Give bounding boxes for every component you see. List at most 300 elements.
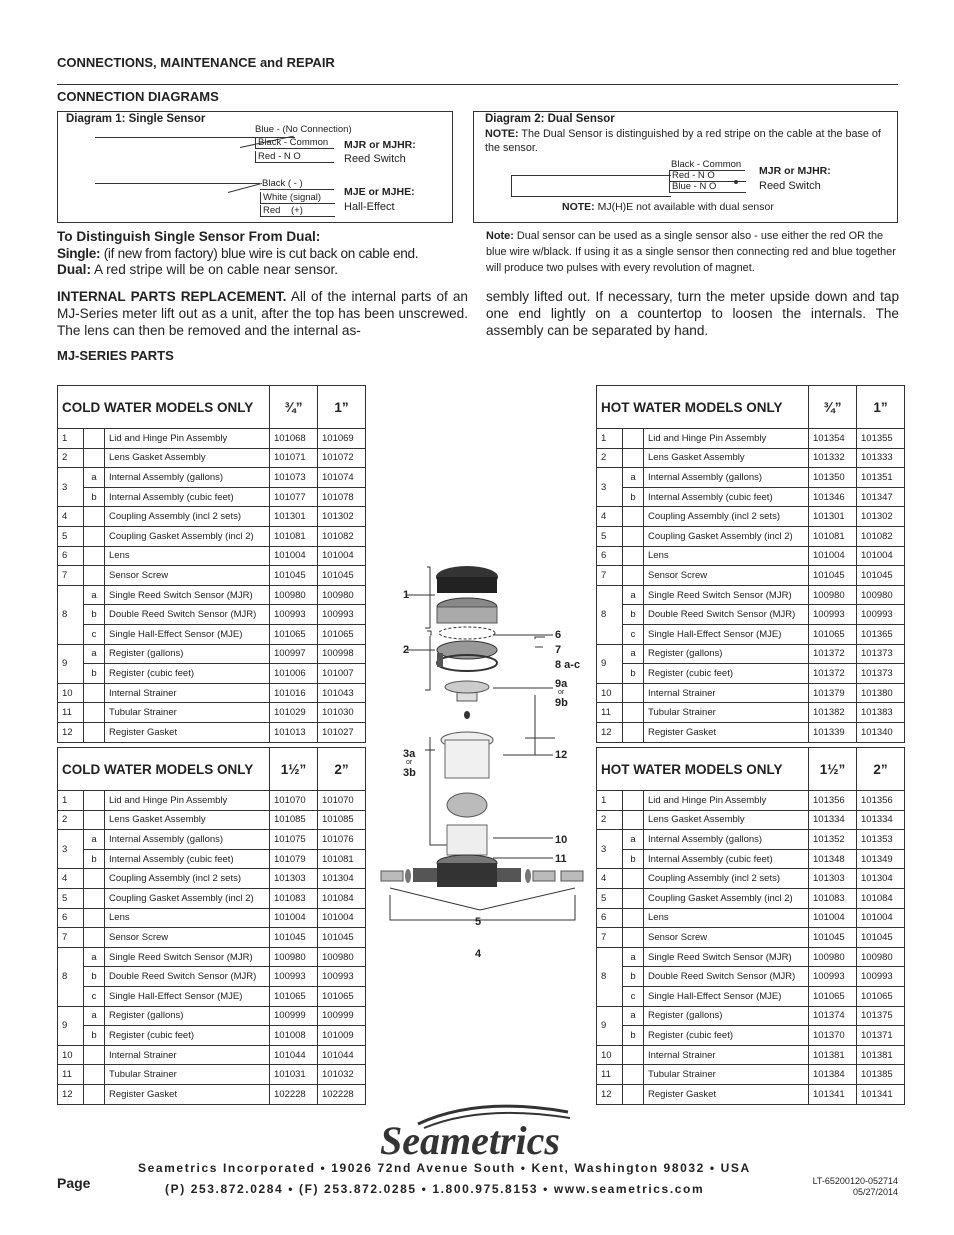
part-number: 101045	[318, 928, 366, 948]
item-description: Coupling Assembly (incl 2 sets)	[105, 507, 270, 527]
size-header: 1½”	[270, 748, 318, 791]
item-description: Single Reed Switch Sensor (MJR)	[644, 947, 809, 967]
table-row	[597, 947, 905, 967]
item-description: Internal Assembly (cubic feet)	[644, 849, 809, 869]
part-number: 101065	[857, 986, 905, 1006]
item-description: Lens	[105, 908, 270, 928]
table-row	[597, 703, 905, 723]
item-number: 9	[58, 1006, 84, 1045]
table-row	[58, 546, 366, 566]
item-variant	[84, 722, 105, 742]
item-number: 8	[58, 585, 84, 644]
diagram1-title: Diagram 1: Single Sensor	[66, 113, 206, 125]
item-description: Register (cubic feet)	[644, 1026, 809, 1046]
item-variant: c	[623, 986, 644, 1006]
part-number: 101004	[809, 908, 857, 928]
table-row	[597, 1084, 905, 1104]
part-number: 101354	[809, 429, 857, 449]
part-number: 101045	[318, 566, 366, 586]
part-number: 101356	[809, 791, 857, 811]
item-number: 8	[597, 947, 623, 1006]
item-description: Internal Assembly (gallons)	[644, 830, 809, 850]
table-row	[58, 967, 366, 987]
item-variant	[84, 507, 105, 527]
note-label: NOTE:	[485, 128, 519, 140]
table-row	[597, 507, 905, 527]
item-description: Internal Assembly (cubic feet)	[644, 487, 809, 507]
part-number: 101065	[270, 986, 318, 1006]
item-number: 5	[597, 888, 623, 908]
table-row	[58, 1006, 366, 1026]
table-title: HOT WATER MODELS ONLY	[597, 386, 809, 429]
table-row	[58, 986, 366, 1006]
item-variant	[84, 869, 105, 889]
item-description: Internal Strainer	[105, 683, 270, 703]
dual-sensor-note	[486, 228, 899, 277]
part-number: 100993	[857, 605, 905, 625]
item-variant	[84, 429, 105, 449]
part-number: 101333	[857, 448, 905, 468]
item-number: 3	[58, 830, 84, 869]
part-number: 101045	[857, 928, 905, 948]
item-number: 2	[58, 810, 84, 830]
item-description: Internal Assembly (cubic feet)	[105, 487, 270, 507]
part-number: 101045	[809, 566, 857, 586]
part-number: 101029	[270, 703, 318, 723]
table-row	[597, 566, 905, 586]
part-number: 101303	[809, 869, 857, 889]
item-description: Double Reed Switch Sensor (MJR)	[644, 967, 809, 987]
item-variant	[623, 869, 644, 889]
part-number: 101334	[857, 810, 905, 830]
distinguish-dual	[57, 262, 467, 279]
table-row	[58, 664, 366, 684]
page-header: CONNECTIONS, MAINTENANCE and REPAIR	[57, 55, 335, 70]
part-number: 101371	[857, 1026, 905, 1046]
item-number: 3	[597, 830, 623, 869]
part-number: 101372	[809, 664, 857, 684]
table-row	[58, 1065, 366, 1085]
item-number: 12	[58, 722, 84, 742]
part-number: 100980	[809, 585, 857, 605]
item-number: 11	[597, 1065, 623, 1085]
part-number: 101044	[270, 1045, 318, 1065]
item-number: 4	[58, 869, 84, 889]
table-row	[597, 869, 905, 889]
table-row	[58, 791, 366, 811]
part-number: 101352	[809, 830, 857, 850]
part-number: 100993	[270, 605, 318, 625]
item-variant: b	[623, 967, 644, 987]
table-row	[597, 624, 905, 644]
part-number: 101332	[809, 448, 857, 468]
table-row	[58, 928, 366, 948]
part-number: 101081	[809, 526, 857, 546]
table-row	[58, 888, 366, 908]
item-description: Register (cubic feet)	[644, 664, 809, 684]
item-description: Coupling Gasket Assembly (incl 2)	[644, 888, 809, 908]
item-number: 7	[597, 928, 623, 948]
item-description: Lens	[644, 546, 809, 566]
size-header: 1”	[857, 386, 905, 429]
item-variant: b	[623, 1026, 644, 1046]
item-description: Register (gallons)	[644, 644, 809, 664]
table-row	[597, 1065, 905, 1085]
wire-label: Blue - N O	[669, 181, 746, 193]
item-variant	[84, 448, 105, 468]
note-label: NOTE:	[562, 201, 595, 213]
table-row	[58, 1084, 366, 1104]
item-variant	[84, 526, 105, 546]
item-number: 11	[58, 1065, 84, 1085]
callout-6: 6	[555, 629, 562, 641]
item-description: Tubular Strainer	[644, 1065, 809, 1085]
table-row	[597, 664, 905, 684]
item-number: 3	[597, 468, 623, 507]
item-variant: a	[623, 468, 644, 488]
item-description: Register (gallons)	[105, 1006, 270, 1026]
item-variant: b	[623, 605, 644, 625]
item-variant	[623, 507, 644, 527]
note-text: The Dual Sensor is distinguished by a red stripe on the cable at the base of the sensor.	[485, 128, 881, 154]
table-row	[58, 810, 366, 830]
item-variant	[623, 791, 644, 811]
wire-label: Black - Common	[669, 159, 745, 171]
table-header-row	[58, 748, 366, 791]
item-number: 3	[58, 468, 84, 507]
part-number: 101044	[318, 1045, 366, 1065]
item-variant	[623, 448, 644, 468]
part-number: 101356	[857, 791, 905, 811]
dual-text: A red stripe will be on cable near sensor.	[90, 262, 339, 277]
part-number: 101370	[809, 1026, 857, 1046]
page-label: Page	[57, 1175, 91, 1191]
item-number: 5	[597, 526, 623, 546]
part-number: 101341	[857, 1084, 905, 1104]
dual-model: MJR or MJHR:	[759, 165, 831, 177]
footer-contact: (P) 253.872.0284 • (F) 253.872.0285 • 1.800.975.8153 • www.seametrics.com	[165, 1182, 705, 1196]
size-header: ¾”	[270, 386, 318, 429]
callout-3-or: or	[406, 759, 413, 766]
size-header: 1”	[318, 386, 366, 429]
internal-parts-left	[57, 288, 468, 339]
item-number: 8	[58, 947, 84, 1006]
distinguish-section	[57, 229, 467, 279]
item-variant: b	[84, 487, 105, 507]
item-variant: a	[84, 830, 105, 850]
part-number: 101082	[318, 526, 366, 546]
item-number: 4	[58, 507, 84, 527]
item-variant: a	[84, 947, 105, 967]
item-variant: b	[84, 849, 105, 869]
table-row	[597, 722, 905, 742]
table-row	[58, 1045, 366, 1065]
item-variant	[623, 888, 644, 908]
doc-date: 05/27/2014	[852, 1187, 898, 1197]
item-description: Lens	[105, 546, 270, 566]
table-row	[58, 585, 366, 605]
table-row	[58, 624, 366, 644]
item-number: 1	[58, 429, 84, 449]
cable-line	[511, 175, 512, 197]
part-number: 101072	[318, 448, 366, 468]
part-number: 101004	[857, 546, 905, 566]
dual-type: Reed Switch	[759, 180, 821, 192]
table-row	[597, 888, 905, 908]
internal-parts-right: sembly lifted out. If necessary, turn the meter upside down and tap one end lightly on a countertop to loosen the internals. The assembly can be separated by hand.	[486, 289, 899, 338]
item-number: 11	[58, 703, 84, 723]
item-variant: c	[84, 986, 105, 1006]
item-description: Single Hall-Effect Sensor (MJE)	[644, 624, 809, 644]
part-number: 101070	[318, 791, 366, 811]
part-number: 101082	[857, 526, 905, 546]
table-row	[58, 908, 366, 928]
item-description: Register (cubic feet)	[105, 1026, 270, 1046]
callout-7: 7	[555, 644, 562, 656]
wire-label: Red - N O	[669, 170, 746, 182]
item-description: Lid and Hinge Pin Assembly	[105, 791, 270, 811]
diagram2-title: Diagram 2: Dual Sensor	[485, 113, 615, 125]
header-rule	[57, 84, 898, 85]
distinguish-single	[57, 246, 467, 263]
part-number: 101334	[809, 810, 857, 830]
item-description: Single Reed Switch Sensor (MJR)	[105, 585, 270, 605]
item-variant: a	[623, 947, 644, 967]
item-description: Lens Gasket Assembly	[644, 448, 809, 468]
table-row	[58, 605, 366, 625]
part-number: 101339	[809, 722, 857, 742]
item-description: Sensor Screw	[644, 566, 809, 586]
part-number: 100980	[318, 947, 366, 967]
item-variant	[623, 908, 644, 928]
item-variant	[623, 1045, 644, 1065]
callout-4: 4	[475, 948, 482, 960]
callout-9b: 9b	[555, 697, 568, 709]
part-number: 101081	[318, 849, 366, 869]
item-variant: c	[84, 624, 105, 644]
part-number: 101045	[270, 566, 318, 586]
part-number: 101340	[857, 722, 905, 742]
table-row	[58, 722, 366, 742]
item-variant	[623, 1065, 644, 1085]
part-number: 101043	[318, 683, 366, 703]
item-number: 10	[597, 1045, 623, 1065]
parts-table-hot-large	[596, 747, 905, 1105]
table-row	[58, 1026, 366, 1046]
part-number: 101350	[809, 468, 857, 488]
table-row	[58, 869, 366, 889]
item-number: 9	[597, 644, 623, 683]
item-number: 11	[597, 703, 623, 723]
item-description: Coupling Assembly (incl 2 sets)	[644, 507, 809, 527]
item-description: Tubular Strainer	[644, 703, 809, 723]
item-variant: a	[623, 830, 644, 850]
parts-table-cold-small	[57, 385, 366, 743]
size-header: 1½”	[809, 748, 857, 791]
part-number: 101304	[318, 869, 366, 889]
item-description: Single Hall-Effect Sensor (MJE)	[105, 986, 270, 1006]
item-number: 1	[597, 429, 623, 449]
part-number: 100980	[809, 947, 857, 967]
item-variant	[84, 888, 105, 908]
cable-line	[511, 175, 671, 176]
part-number: 101349	[857, 849, 905, 869]
part-number: 101004	[809, 546, 857, 566]
item-variant	[84, 683, 105, 703]
part-number: 101373	[857, 664, 905, 684]
item-variant	[84, 791, 105, 811]
item-number: 5	[58, 888, 84, 908]
cable-line	[511, 196, 671, 197]
callout-9-or: or	[558, 689, 565, 696]
item-number: 6	[58, 908, 84, 928]
part-number: 101381	[857, 1045, 905, 1065]
part-number: 101008	[270, 1026, 318, 1046]
table-title: COLD WATER MODELS ONLY	[58, 386, 270, 429]
item-description: Double Reed Switch Sensor (MJR)	[105, 967, 270, 987]
part-number: 100993	[809, 967, 857, 987]
item-variant: a	[623, 585, 644, 605]
seametrics-logo	[378, 1104, 588, 1160]
item-number: 2	[597, 448, 623, 468]
item-variant: a	[623, 644, 644, 664]
part-number: 100980	[318, 585, 366, 605]
diagrams-header: CONNECTION DIAGRAMS	[57, 89, 219, 104]
item-variant	[623, 1084, 644, 1104]
item-variant	[623, 810, 644, 830]
item-description: Internal Strainer	[644, 683, 809, 703]
wire-label: Black - Common	[255, 137, 334, 149]
item-description: Single Reed Switch Sensor (MJR)	[105, 947, 270, 967]
item-description: Lens Gasket Assembly	[105, 810, 270, 830]
callout-11: 11	[555, 853, 567, 865]
table-row	[58, 830, 366, 850]
part-number: 101027	[318, 722, 366, 742]
part-number: 101071	[270, 448, 318, 468]
part-number: 101383	[857, 703, 905, 723]
table-header-row	[597, 748, 905, 791]
part-number: 101009	[318, 1026, 366, 1046]
part-number: 101301	[270, 507, 318, 527]
item-number: 12	[597, 1084, 623, 1104]
item-variant	[623, 683, 644, 703]
part-number: 101006	[270, 664, 318, 684]
item-variant	[623, 928, 644, 948]
item-description: Sensor Screw	[105, 928, 270, 948]
item-description: Lens Gasket Assembly	[644, 810, 809, 830]
part-number: 101031	[270, 1065, 318, 1085]
part-number: 101304	[857, 869, 905, 889]
table-row	[597, 1026, 905, 1046]
part-number: 101065	[809, 624, 857, 644]
table-row	[597, 429, 905, 449]
part-number: 100997	[270, 644, 318, 664]
wire-label: Blue - (No Connection)	[255, 124, 352, 135]
part-number: 101032	[318, 1065, 366, 1085]
item-variant	[84, 703, 105, 723]
item-variant: a	[84, 468, 105, 488]
callout-10: 10	[555, 834, 568, 846]
part-number: 101084	[318, 888, 366, 908]
item-description: Lens	[644, 908, 809, 928]
callout-5: 5	[475, 916, 482, 928]
part-number: 101016	[270, 683, 318, 703]
part-number: 101004	[318, 908, 366, 928]
item-description: Coupling Gasket Assembly (incl 2)	[105, 888, 270, 908]
parts-table-cold-large	[57, 747, 366, 1105]
item-variant	[84, 1065, 105, 1085]
logo-text: Seametrics	[380, 1118, 560, 1160]
item-description: Lid and Hinge Pin Assembly	[644, 429, 809, 449]
part-number: 101068	[270, 429, 318, 449]
part-number: 101030	[318, 703, 366, 723]
table-header-row	[58, 386, 366, 429]
item-variant: b	[623, 849, 644, 869]
item-variant: a	[84, 644, 105, 664]
part-number: 101380	[857, 683, 905, 703]
part-number: 101070	[270, 791, 318, 811]
part-number: 101374	[809, 1006, 857, 1026]
part-number: 101348	[809, 849, 857, 869]
callout-12: 12	[555, 749, 568, 761]
part-number: 100999	[270, 1006, 318, 1026]
item-number: 4	[597, 869, 623, 889]
table-row	[597, 849, 905, 869]
distinguish-title: To Distinguish Single Sensor From Dual:	[57, 229, 321, 244]
parts-header: MJ-SERIES PARTS	[57, 348, 174, 363]
table-row	[597, 448, 905, 468]
parts-table-hot-small	[596, 385, 905, 743]
part-number: 101382	[809, 703, 857, 723]
part-number: 101065	[318, 624, 366, 644]
part-number: 101341	[809, 1084, 857, 1104]
part-number: 101085	[318, 810, 366, 830]
part-number: 101004	[270, 908, 318, 928]
item-number: 12	[58, 1084, 84, 1104]
doc-id: LT-65200120-052714	[812, 1176, 898, 1186]
part-number: 101065	[318, 986, 366, 1006]
item-description: Sensor Screw	[644, 928, 809, 948]
part-number: 101373	[857, 644, 905, 664]
part-number: 101076	[318, 830, 366, 850]
item-description: Register Gasket	[644, 1084, 809, 1104]
table-row	[58, 644, 366, 664]
item-description: Lid and Hinge Pin Assembly	[644, 791, 809, 811]
item-variant	[623, 526, 644, 546]
item-number: 7	[597, 566, 623, 586]
callout-3b: 3b	[403, 767, 416, 779]
part-number: 101355	[857, 429, 905, 449]
table-row	[58, 429, 366, 449]
item-description: Sensor Screw	[105, 566, 270, 586]
item-variant: b	[84, 605, 105, 625]
part-number: 101347	[857, 487, 905, 507]
item-number: 6	[58, 546, 84, 566]
callout-8: 8 a-c	[555, 659, 581, 671]
item-number: 9	[597, 1006, 623, 1045]
single-text: (if new from factory) blue wire is cut back on cable end.	[100, 245, 419, 261]
part-number: 100998	[318, 644, 366, 664]
item-description: Register Gasket	[105, 722, 270, 742]
table-row	[597, 928, 905, 948]
item-description: Internal Assembly (gallons)	[644, 468, 809, 488]
part-number: 101004	[857, 908, 905, 928]
item-description: Double Reed Switch Sensor (MJR)	[105, 605, 270, 625]
callout-3a: 3a	[403, 748, 416, 760]
table-row	[597, 830, 905, 850]
junction-dot	[734, 180, 738, 184]
callout-9a: 9a	[555, 678, 568, 690]
